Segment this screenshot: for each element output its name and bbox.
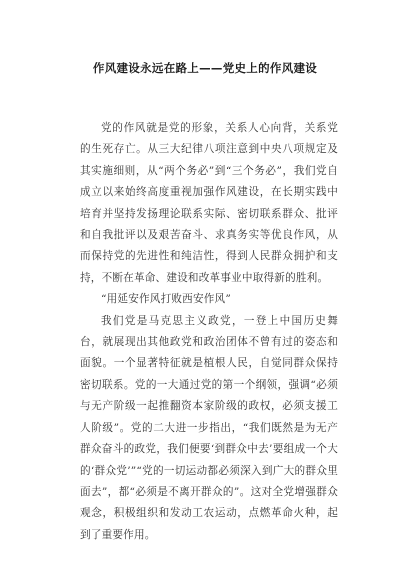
document-title: 作风建设永远在路上——党史上的作风建设 xyxy=(92,61,318,75)
section-subheading: “用延安作风打败西安作风” xyxy=(101,293,231,306)
document-body xyxy=(80,118,338,546)
paragraph-1: 党的作风就是党的形象，关系人心向背，关系党的生死存亡。从三大纪律八项注意到中央八项规定及其实施细则，从“两个务必”到“三个务必”，我们党自成立以来始终高度重视加强作风建设，在长期实践中培育并坚持发扬理论联系实际、密切联系群众、批评和自我批评以及艰苦奋斗、求真务实等优良作风，从而保持党的先进性和纯洁性，得到人民群众拥护和支持，不断在革命、建设和改革事业中取得新的胜利。 xyxy=(80,122,338,284)
paragraph-2: 我们党是马克思主义政党，一登上中国历史舞台，就展现出其他政党和政治团体不曾有过的姿态和面貌。一个显著特征就是植根人民，自觉同群众保持密切联系。党的一大通过党的第一个纲领，强调“必须与无产阶级一起推翻资本家阶级的政权，必须支援工人阶级”。党的二大进一步指出，“我们既然是为无产群众奋斗的政党，我们便要‘到群众中去’要组成一个大的‘群众党’”“党的一切运动都必须深入到广大的群众里面去”，都“必须是不离开群众的”。这对全党增强群众观念，积极组织和发动工农运动，点燃革命火种，起到了重要作用。 xyxy=(80,314,338,541)
